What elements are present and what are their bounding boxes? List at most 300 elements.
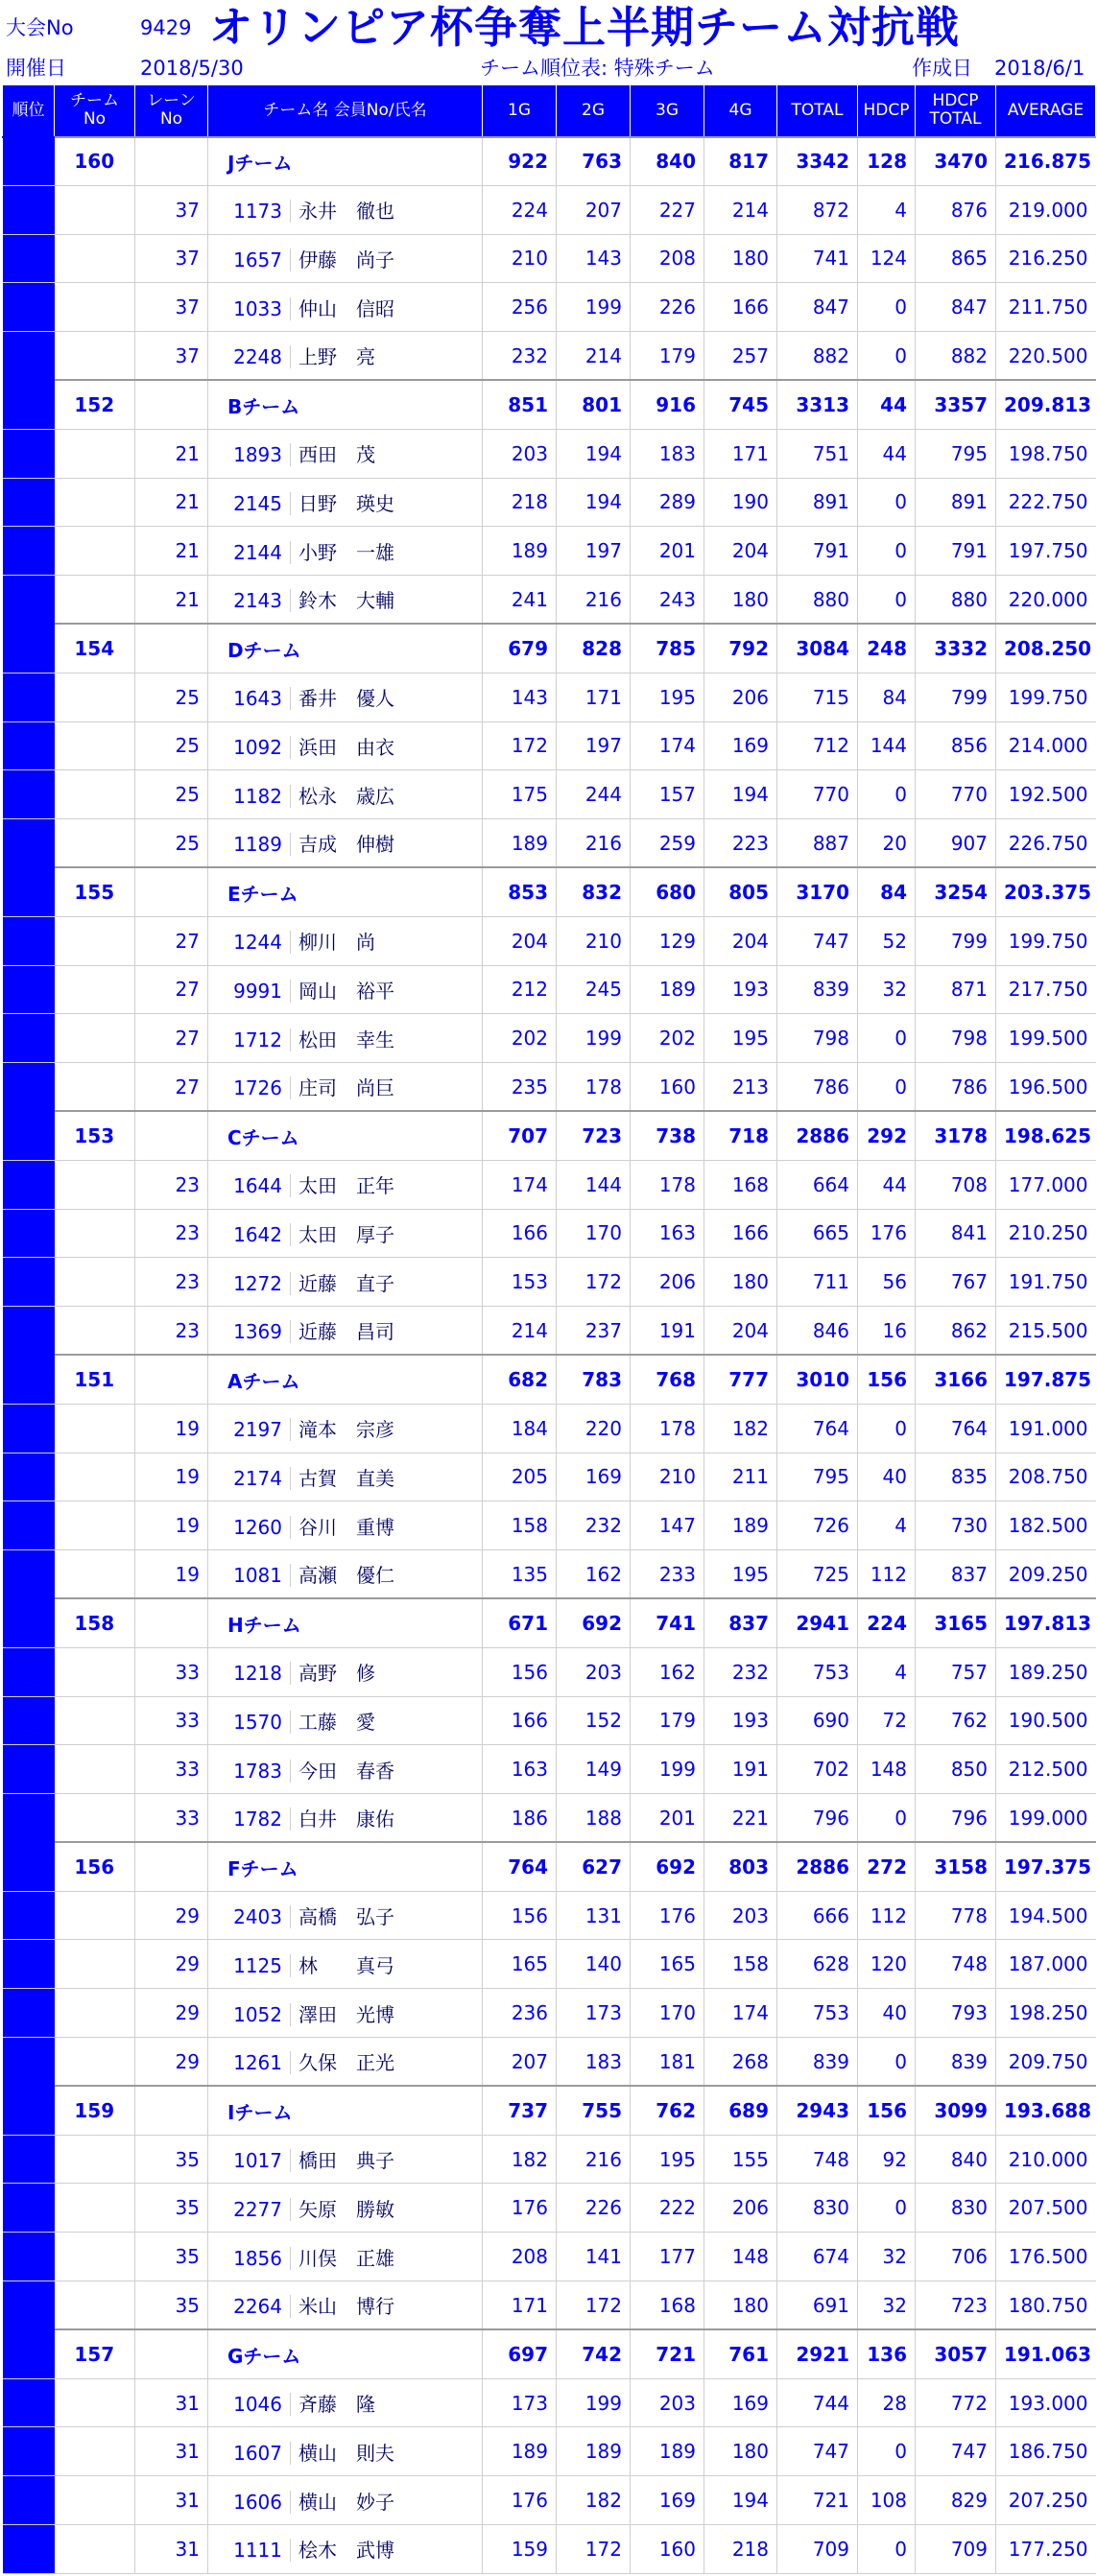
member-total: 839 xyxy=(777,2038,858,2087)
member-average: 177.000 xyxy=(996,1160,1096,1209)
member-game-2: 194 xyxy=(557,429,631,478)
member-lane: 37 xyxy=(135,234,208,283)
member-average: 220.000 xyxy=(996,576,1096,625)
member-game-3: 183 xyxy=(631,429,704,478)
member-game-2: 178 xyxy=(557,1063,631,1112)
member-lane: 25 xyxy=(135,721,208,770)
member-game-2: 141 xyxy=(557,2233,631,2281)
member-team-no-empty xyxy=(55,770,135,819)
member-row xyxy=(3,1647,1096,1696)
member-total: 665 xyxy=(777,1209,858,1258)
member-hdcp-total: 764 xyxy=(916,1404,996,1453)
date-label: 開催日 xyxy=(6,57,66,80)
member-row xyxy=(3,1014,1096,1063)
member-team-no-empty xyxy=(55,2233,135,2281)
member-game-4: 158 xyxy=(704,1940,777,1989)
member-name-cell xyxy=(208,819,483,868)
team-hdcp-total: 3099 xyxy=(916,2086,996,2135)
member-number: 2144 xyxy=(216,541,291,564)
member-name-cell xyxy=(208,1453,483,1501)
member-row xyxy=(3,527,1096,576)
member-name: 浜田 由衣 xyxy=(298,735,394,759)
member-rank-empty xyxy=(3,2038,55,2087)
team-row xyxy=(3,1842,1096,1891)
member-game-3: 226 xyxy=(631,283,704,332)
member-hdcp-total: 882 xyxy=(916,332,996,381)
member-team-no-empty xyxy=(55,2038,135,2087)
member-rank-empty xyxy=(3,770,55,819)
member-hdcp: 176 xyxy=(858,1209,916,1258)
member-average: 209.750 xyxy=(996,2038,1096,2087)
member-rank-empty xyxy=(3,2184,55,2233)
member-name-cell xyxy=(208,2427,483,2476)
team-game-3: 840 xyxy=(631,137,704,186)
member-hdcp-total: 796 xyxy=(916,1794,996,1843)
member-lane: 35 xyxy=(135,2184,208,2233)
member-game-3: 129 xyxy=(631,916,704,965)
team-hdcp-total: 3254 xyxy=(916,867,996,916)
member-game-4: 190 xyxy=(704,478,777,527)
member-number: 2197 xyxy=(216,1418,291,1441)
member-game-3: 179 xyxy=(631,332,704,381)
member-game-3: 163 xyxy=(631,1209,704,1258)
member-average: 217.750 xyxy=(996,965,1096,1014)
member-number: 1052 xyxy=(216,2003,291,2026)
member-rank-empty xyxy=(3,2233,55,2281)
team-hdcp: 156 xyxy=(858,2086,916,2135)
team-game-4: 718 xyxy=(704,1111,777,1160)
team-name: Iチーム xyxy=(208,2086,483,2135)
member-game-4: 204 xyxy=(704,527,777,576)
member-name: 白井 康佑 xyxy=(298,1808,394,1832)
member-total: 721 xyxy=(777,2476,858,2525)
member-name: 永井 徹也 xyxy=(298,200,394,224)
member-hdcp: 0 xyxy=(858,2038,916,2087)
member-hdcp: 0 xyxy=(858,2525,916,2574)
member-game-1: 203 xyxy=(483,429,557,478)
member-average: 210.000 xyxy=(996,2135,1096,2184)
member-number: 1570 xyxy=(216,1711,291,1734)
member-row xyxy=(3,1745,1096,1794)
member-game-4: 180 xyxy=(704,576,777,625)
member-team-no-empty xyxy=(55,1794,135,1843)
member-name-cell xyxy=(208,2525,483,2574)
member-hdcp: 112 xyxy=(858,1891,916,1940)
member-game-1: 236 xyxy=(483,1989,557,2038)
member-name: 横山 妙子 xyxy=(298,2490,394,2514)
member-game-1: 156 xyxy=(483,1647,557,1696)
member-lane: 25 xyxy=(135,673,208,721)
member-game-2: 183 xyxy=(557,2038,631,2087)
member-name-cell xyxy=(208,1209,483,1258)
member-game-1: 256 xyxy=(483,283,557,332)
member-name-cell xyxy=(208,1160,483,1209)
member-average: 211.750 xyxy=(996,283,1096,332)
member-game-1: 186 xyxy=(483,1794,557,1843)
member-name-cell xyxy=(208,1745,483,1794)
member-game-4: 206 xyxy=(704,2184,777,2233)
member-name: 番井 優人 xyxy=(298,687,394,711)
member-game-1: 163 xyxy=(483,1745,557,1794)
member-rank-empty xyxy=(3,527,55,576)
team-total: 2941 xyxy=(777,1598,858,1647)
team-row xyxy=(3,137,1096,186)
team-name: Bチーム xyxy=(208,380,483,429)
member-game-4: 221 xyxy=(704,1794,777,1843)
member-name-cell xyxy=(208,1307,483,1356)
member-lane: 19 xyxy=(135,1404,208,1453)
member-total: 726 xyxy=(777,1501,858,1550)
team-name: Aチーム xyxy=(208,1355,483,1404)
member-lane: 33 xyxy=(135,1696,208,1745)
team-average: 191.063 xyxy=(996,2329,1096,2378)
member-row xyxy=(3,2184,1096,2233)
member-rank-empty xyxy=(3,1014,55,1063)
member-rank-empty xyxy=(3,2281,55,2330)
member-team-no-empty xyxy=(55,673,135,721)
member-average: 212.500 xyxy=(996,1745,1096,1794)
team-number: 152 xyxy=(55,380,135,429)
member-team-no-empty xyxy=(55,2476,135,2525)
member-game-3: 199 xyxy=(631,1745,704,1794)
member-rank-empty xyxy=(3,2378,55,2427)
member-row xyxy=(3,1696,1096,1745)
member-number: 2264 xyxy=(216,2295,291,2318)
team-average: 209.813 xyxy=(996,380,1096,429)
member-game-2: 232 xyxy=(557,1501,631,1550)
member-game-2: 182 xyxy=(557,2476,631,2525)
member-row xyxy=(3,770,1096,819)
member-name-cell xyxy=(208,2281,483,2330)
member-lane: 31 xyxy=(135,2525,208,2574)
member-row xyxy=(3,1794,1096,1843)
member-game-2: 173 xyxy=(557,1989,631,2038)
member-average: 191.000 xyxy=(996,1404,1096,1453)
member-hdcp-total: 747 xyxy=(916,2427,996,2476)
team-hdcp-total: 3166 xyxy=(916,1355,996,1404)
member-game-2: 214 xyxy=(557,332,631,381)
member-game-4: 204 xyxy=(704,1307,777,1356)
team-game-3: 738 xyxy=(631,1111,704,1160)
member-number: 1033 xyxy=(216,297,291,320)
member-hdcp-total: 795 xyxy=(916,429,996,478)
member-name-cell xyxy=(208,2378,483,2427)
member-name: 高野 修 xyxy=(298,1662,375,1686)
team-game-3: 768 xyxy=(631,1355,704,1404)
member-total: 715 xyxy=(777,673,858,721)
member-game-2: 170 xyxy=(557,1209,631,1258)
member-row xyxy=(3,2427,1096,2476)
team-game-4: 745 xyxy=(704,380,777,429)
member-game-1: 184 xyxy=(483,1404,557,1453)
member-game-1: 212 xyxy=(483,965,557,1014)
member-game-1: 172 xyxy=(483,721,557,770)
team-rank: 8 xyxy=(3,1842,55,1891)
team-rank: 9 xyxy=(3,2086,55,2135)
member-game-1: 176 xyxy=(483,2476,557,2525)
team-number: 151 xyxy=(55,1355,135,1404)
member-rank-empty xyxy=(3,1647,55,1696)
member-average: 189.250 xyxy=(996,1647,1096,1696)
team-hdcp-total: 3158 xyxy=(916,1842,996,1891)
member-average: 198.750 xyxy=(996,429,1096,478)
member-number: 9991 xyxy=(216,980,291,1003)
member-rank-empty xyxy=(3,2525,55,2574)
member-number: 2403 xyxy=(216,1905,291,1928)
member-name: 上野 亮 xyxy=(298,345,375,369)
member-lane: 29 xyxy=(135,1940,208,1989)
member-game-2: 216 xyxy=(557,576,631,625)
member-lane: 35 xyxy=(135,2281,208,2330)
created-date: 2018/6/1 xyxy=(994,57,1085,80)
member-name: 庄司 尚巨 xyxy=(298,1076,394,1100)
member-name-cell xyxy=(208,916,483,965)
member-game-2: 152 xyxy=(557,1696,631,1745)
member-lane: 19 xyxy=(135,1550,208,1599)
member-game-1: 165 xyxy=(483,1940,557,1989)
team-average: 197.875 xyxy=(996,1355,1096,1404)
member-number: 1261 xyxy=(216,2051,291,2074)
member-rank-empty xyxy=(3,1696,55,1745)
member-hdcp: 0 xyxy=(858,1014,916,1063)
member-name-cell xyxy=(208,965,483,1014)
member-game-2: 237 xyxy=(557,1307,631,1356)
member-team-no-empty xyxy=(55,1160,135,1209)
team-game-4: 817 xyxy=(704,137,777,186)
team-game-3: 721 xyxy=(631,2329,704,2378)
meet-no: 9429 xyxy=(140,16,192,39)
team-game-2: 723 xyxy=(557,1111,631,1160)
member-row xyxy=(3,2135,1096,2184)
member-total: 887 xyxy=(777,819,858,868)
member-hdcp: 0 xyxy=(858,332,916,381)
team-name: Cチーム xyxy=(208,1111,483,1160)
member-name-cell xyxy=(208,1989,483,2038)
member-row xyxy=(3,1989,1096,2038)
team-name: Fチーム xyxy=(208,1842,483,1891)
member-game-2: 143 xyxy=(557,234,631,283)
member-game-2: 171 xyxy=(557,673,631,721)
member-team-no-empty xyxy=(55,1307,135,1356)
col-team-no: チーム No xyxy=(55,85,135,137)
member-game-4: 218 xyxy=(704,2525,777,2574)
member-game-2: 199 xyxy=(557,1014,631,1063)
team-number: 155 xyxy=(55,867,135,916)
member-row xyxy=(3,1940,1096,1989)
member-average: 199.500 xyxy=(996,1014,1096,1063)
member-number: 1607 xyxy=(216,2442,291,2465)
member-game-4: 257 xyxy=(704,332,777,381)
member-name: 柳川 尚 xyxy=(298,931,375,955)
member-hdcp-total: 791 xyxy=(916,527,996,576)
team-game-3: 916 xyxy=(631,380,704,429)
member-game-3: 174 xyxy=(631,721,704,770)
member-hdcp-total: 862 xyxy=(916,1307,996,1356)
member-game-2: 203 xyxy=(557,1647,631,1696)
member-name-cell xyxy=(208,2038,483,2087)
member-game-1: 205 xyxy=(483,1453,557,1501)
member-game-4: 148 xyxy=(704,2233,777,2281)
member-lane: 33 xyxy=(135,1647,208,1696)
member-hdcp: 44 xyxy=(858,1160,916,1209)
member-total: 882 xyxy=(777,332,858,381)
member-game-4: 268 xyxy=(704,2038,777,2087)
member-team-no-empty xyxy=(55,1258,135,1307)
team-game-2: 828 xyxy=(557,624,631,673)
member-average: 182.500 xyxy=(996,1501,1096,1550)
member-number: 1244 xyxy=(216,931,291,954)
member-game-3: 195 xyxy=(631,673,704,721)
member-name: 川俣 正雄 xyxy=(298,2246,394,2270)
member-total: 798 xyxy=(777,1014,858,1063)
member-game-4: 206 xyxy=(704,673,777,721)
team-total: 3170 xyxy=(777,867,858,916)
member-total: 770 xyxy=(777,770,858,819)
member-average: 177.250 xyxy=(996,2525,1096,2574)
member-name-cell xyxy=(208,2184,483,2233)
member-rank-empty xyxy=(3,965,55,1014)
member-game-3: 179 xyxy=(631,1696,704,1745)
team-game-2: 742 xyxy=(557,2329,631,2378)
member-row xyxy=(3,283,1096,332)
member-hdcp: 0 xyxy=(858,770,916,819)
member-lane: 29 xyxy=(135,1891,208,1940)
member-game-2: 140 xyxy=(557,1940,631,1989)
member-rank-empty xyxy=(3,2135,55,2184)
member-rank-empty xyxy=(3,1307,55,1356)
member-row xyxy=(3,1063,1096,1112)
member-hdcp: 148 xyxy=(858,1745,916,1794)
member-game-2: 131 xyxy=(557,1891,631,1940)
member-row xyxy=(3,2525,1096,2574)
member-game-4: 182 xyxy=(704,1404,777,1453)
member-number: 1642 xyxy=(216,1223,291,1246)
member-number: 1783 xyxy=(216,1760,291,1783)
member-team-no-empty xyxy=(55,1550,135,1599)
member-rank-empty xyxy=(3,1160,55,1209)
member-number: 1643 xyxy=(216,687,291,710)
member-total: 830 xyxy=(777,2184,858,2233)
member-hdcp-total: 748 xyxy=(916,1940,996,1989)
member-hdcp-total: 778 xyxy=(916,1891,996,1940)
member-rank-empty xyxy=(3,916,55,965)
team-game-3: 741 xyxy=(631,1598,704,1647)
member-hdcp-total: 835 xyxy=(916,1453,996,1501)
member-row xyxy=(3,721,1096,770)
member-game-2: 199 xyxy=(557,283,631,332)
team-number: 153 xyxy=(55,1111,135,1160)
member-lane: 37 xyxy=(135,283,208,332)
member-game-3: 203 xyxy=(631,2378,704,2427)
member-game-1: 153 xyxy=(483,1258,557,1307)
team-game-1: 851 xyxy=(483,380,557,429)
report-title: オリンピア杯争奪上半期チーム対抗戦 xyxy=(209,2,961,53)
member-game-4: 195 xyxy=(704,1014,777,1063)
member-average: 219.000 xyxy=(996,185,1096,234)
member-lane: 27 xyxy=(135,965,208,1014)
member-hdcp-total: 876 xyxy=(916,185,996,234)
member-average: 194.500 xyxy=(996,1891,1096,1940)
member-game-4: 180 xyxy=(704,1258,777,1307)
member-total: 891 xyxy=(777,478,858,527)
member-number: 1657 xyxy=(216,248,291,272)
member-hdcp-total: 840 xyxy=(916,2135,996,2184)
member-rank-empty xyxy=(3,1550,55,1599)
member-hdcp: 112 xyxy=(858,1550,916,1599)
member-row xyxy=(3,1307,1096,1356)
team-ranking-table xyxy=(2,84,1096,2574)
member-game-1: 166 xyxy=(483,1209,557,1258)
member-total: 711 xyxy=(777,1258,858,1307)
team-hdcp: 136 xyxy=(858,2329,916,2378)
member-name-cell xyxy=(208,1647,483,1696)
meet-date: 2018/5/30 xyxy=(140,57,244,80)
member-total: 795 xyxy=(777,1453,858,1501)
team-lane-empty xyxy=(135,137,208,186)
member-game-1: 158 xyxy=(483,1501,557,1550)
team-hdcp: 44 xyxy=(858,380,916,429)
member-row xyxy=(3,1160,1096,1209)
member-hdcp: 0 xyxy=(858,2427,916,2476)
member-average: 226.750 xyxy=(996,819,1096,868)
member-hdcp-total: 907 xyxy=(916,819,996,868)
member-number: 1125 xyxy=(216,1954,291,1977)
member-game-1: 235 xyxy=(483,1063,557,1112)
team-total: 3313 xyxy=(777,380,858,429)
member-game-1: 171 xyxy=(483,2281,557,2330)
created-label: 作成日 xyxy=(912,57,972,80)
member-lane: 21 xyxy=(135,429,208,478)
member-game-4: 168 xyxy=(704,1160,777,1209)
member-number: 1081 xyxy=(216,1564,291,1587)
member-game-1: 208 xyxy=(483,2233,557,2281)
member-team-no-empty xyxy=(55,1696,135,1745)
member-game-1: 214 xyxy=(483,1307,557,1356)
member-total: 846 xyxy=(777,1307,858,1356)
col-name: チーム名 会員No/氏名 xyxy=(208,85,483,137)
member-total: 751 xyxy=(777,429,858,478)
member-game-1: 224 xyxy=(483,185,557,234)
member-game-2: 244 xyxy=(557,770,631,819)
member-game-4: 193 xyxy=(704,1696,777,1745)
member-row xyxy=(3,819,1096,868)
member-hdcp-total: 856 xyxy=(916,721,996,770)
member-row xyxy=(3,1453,1096,1501)
member-name: 伊藤 尚子 xyxy=(298,248,394,272)
member-rank-empty xyxy=(3,1453,55,1501)
member-hdcp: 0 xyxy=(858,1794,916,1843)
team-game-4: 792 xyxy=(704,624,777,673)
member-lane: 23 xyxy=(135,1209,208,1258)
member-number: 1644 xyxy=(216,1174,291,1197)
member-game-1: 202 xyxy=(483,1014,557,1063)
col-rank: 順位 xyxy=(3,85,55,137)
member-game-3: 206 xyxy=(631,1258,704,1307)
member-hdcp-total: 829 xyxy=(916,2476,996,2525)
member-total: 847 xyxy=(777,283,858,332)
team-lane-empty xyxy=(135,867,208,916)
team-game-1: 697 xyxy=(483,2329,557,2378)
member-name: 近藤 昌司 xyxy=(298,1320,394,1344)
team-hdcp: 84 xyxy=(858,867,916,916)
member-hdcp-total: 762 xyxy=(916,1696,996,1745)
member-rank-empty xyxy=(3,478,55,527)
member-game-2: 144 xyxy=(557,1160,631,1209)
member-name-cell xyxy=(208,673,483,721)
member-game-2: 189 xyxy=(557,2427,631,2476)
member-game-2: 197 xyxy=(557,721,631,770)
team-game-2: 755 xyxy=(557,2086,631,2135)
